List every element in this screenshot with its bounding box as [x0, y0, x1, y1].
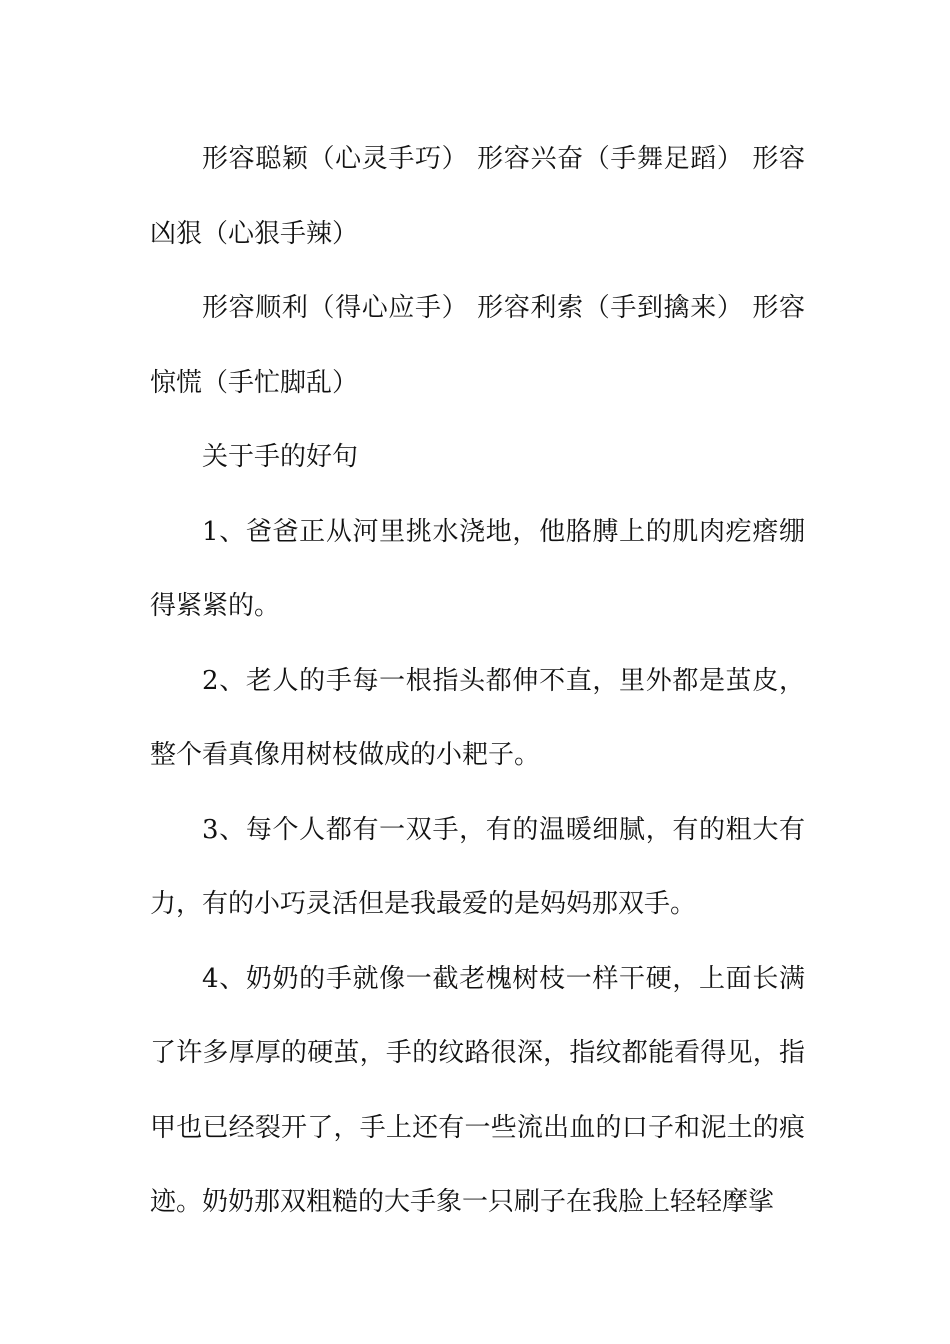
paragraph-idioms-1: 形容聪颖（心灵手巧） 形容兴奋（手舞足蹈） 形容凶狠（心狠手辣） [150, 144, 805, 249]
paragraph-sentence-2: 2、老人的手每一根指头都伸不直，里外都是茧皮，整个看真像用树枝做成的小耙子。 [150, 665, 805, 770]
paragraph-sentence-3: 3、每个人都有一双手，有的温暖细腻，有的粗大有力，有的小巧灵活但是我最爱的是妈妈那双手。 [150, 814, 805, 919]
document-body [150, 122, 805, 1240]
section-heading: 关于手的好句 [202, 442, 359, 472]
paragraph-sentence-1: 1、爸爸正从河里挑水浇地，他胳膊上的肌肉疙瘩绷得紧紧的。 [150, 516, 805, 621]
paragraph-sentence-4: 4、奶奶的手就像一截老槐树枝一样干硬，上面长满了许多厚厚的硬茧，手的纹路很深，指纹都能看得见，指甲也已经裂开了，手上还有一些流出血的口子和泥土的痕迹。奶奶那双粗糙的大手象一只刷子在我脸上轻轻摩挲 [150, 963, 805, 1217]
paragraph-idioms-2: 形容顺利（得心应手） 形容利索（手到擒来） 形容惊慌（手忙脚乱） [150, 293, 805, 398]
